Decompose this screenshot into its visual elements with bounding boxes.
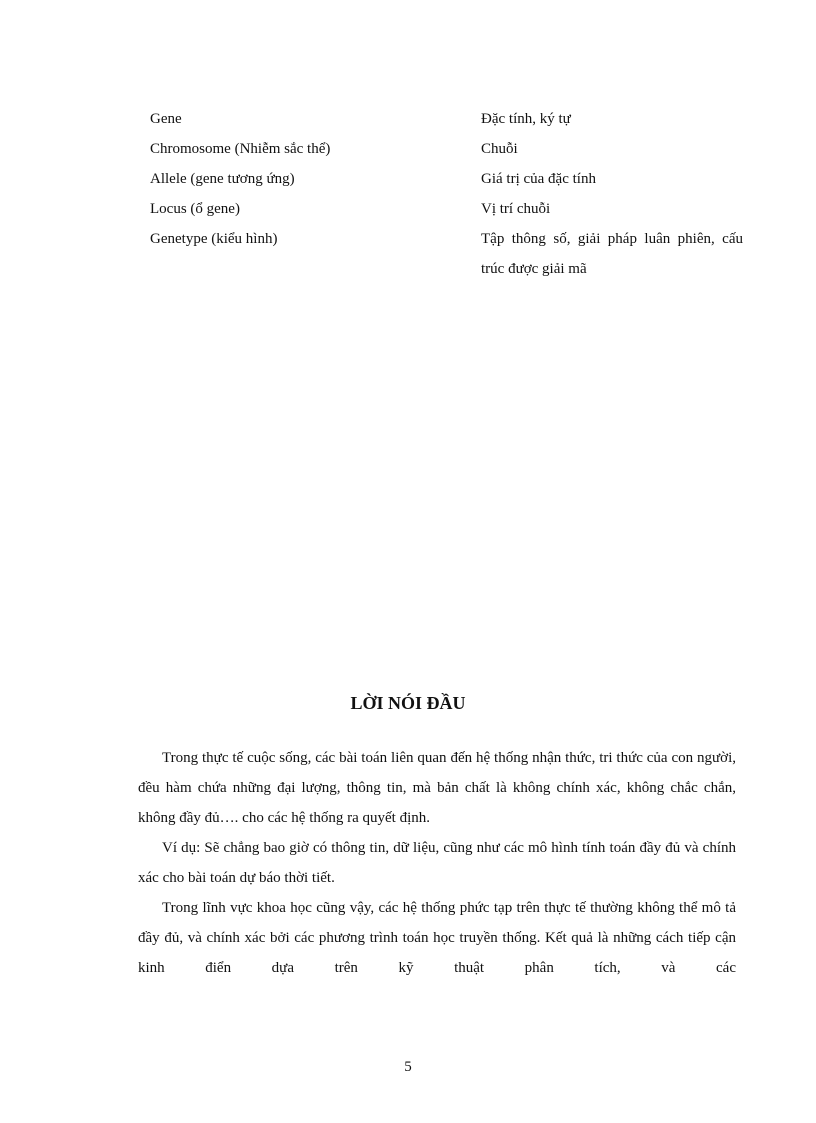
term-row (150, 104, 750, 134)
term-meaning: Tập thông số, giải pháp luân phiên, cấu trúc được giải mã (481, 231, 743, 277)
section-heading: LỜI NÓI ĐẦU (350, 693, 466, 713)
paragraph: Trong thực tế cuộc sống, các bài toán liên quan đến hệ thống nhận thức, tri thức của con người, đều hàm chứa những đại lượng, thông tin, mà bản chất là không chính xác, không chắc chắn, không đầy đủ…. cho các hệ thống ra quyết định. (138, 750, 736, 826)
section-body (138, 743, 736, 983)
paragraph: Ví dụ: Sẽ chẳng bao giờ có thông tin, dữ liệu, cũng như các mô hình tính toán đầy đủ và chính xác cho bài toán dự báo thời tiết. (138, 840, 736, 886)
term-row (150, 224, 750, 284)
term-meaning: Đặc tính, ký tự (481, 111, 571, 127)
term-meaning: Vị trí chuỗi (481, 201, 551, 217)
term-name: Locus (ổ gene) (150, 201, 240, 217)
term-name: Gene (150, 111, 182, 127)
term-row (150, 164, 750, 194)
term-meaning: Giá trị của đặc tính (481, 171, 596, 187)
term-row (150, 194, 750, 224)
page-number: 5 (404, 1059, 412, 1075)
term-name: Genetype (kiểu hình) (150, 231, 278, 247)
term-table (150, 104, 750, 284)
term-row (150, 134, 750, 164)
paragraph: Trong lĩnh vực khoa học cũng vậy, các hệ thống phức tạp trên thực tế thường không thể mô tả đầy đủ, và chính xác bởi các phương trình toán học truyền thống. Kết quả là những cách tiếp cận kinh điển dựa trên kỹ thuật phân tích, và các (138, 900, 736, 976)
term-meaning: Chuỗi (481, 141, 518, 157)
term-name: Chromosome (Nhiễm sắc thể) (150, 141, 331, 157)
term-name: Allele (gene tương ứng) (150, 171, 295, 187)
